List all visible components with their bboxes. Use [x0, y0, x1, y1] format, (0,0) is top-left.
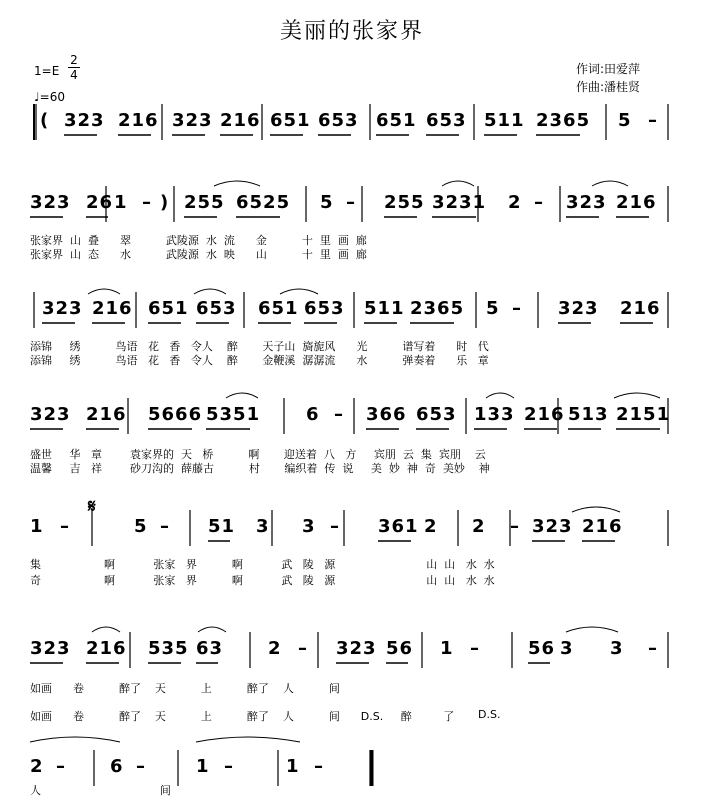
note-group: 2151 — [616, 404, 671, 425]
note-group: 5666 — [148, 404, 203, 425]
key-signature: 1=E — [34, 64, 60, 78]
note-group: 255 — [384, 192, 425, 213]
note-group: 6 — [306, 404, 320, 425]
note-group: – — [510, 516, 520, 537]
note-group: 513 — [568, 404, 609, 425]
note-group: 511 — [484, 110, 525, 131]
note-group: 1 — [440, 638, 454, 659]
note-group: – — [298, 638, 308, 659]
note-group: 323 — [30, 638, 71, 659]
note-group: 5 — [320, 192, 334, 213]
slur-arc — [196, 737, 300, 742]
note-group: 216 — [620, 298, 661, 319]
note-group: 5 — [618, 110, 632, 131]
slur-arc — [614, 393, 660, 398]
slur-arc — [194, 289, 226, 294]
note-group: 2 — [508, 192, 522, 213]
note-group: – — [136, 756, 146, 777]
note-group: – — [60, 516, 70, 537]
slur-arc — [214, 181, 260, 186]
note-group: 133 — [474, 404, 515, 425]
note-group: ( — [40, 110, 50, 131]
note-group: 1 — [30, 516, 44, 537]
note-group: 216 — [524, 404, 565, 425]
slur-arc — [442, 181, 474, 186]
composer-credit: 作曲:潘桂贤 — [576, 80, 641, 94]
slur-arc — [280, 289, 318, 294]
note-group: 6 — [110, 756, 124, 777]
note-group: – — [160, 516, 170, 537]
note-group: 2365 — [410, 298, 465, 319]
note-group: 3231 — [432, 192, 487, 213]
lyric-line: 张家界 山 叠 翠 武陵源 水 流 金 十 里 画 廊 — [30, 234, 367, 247]
segno-icon: 𝄋 — [88, 496, 97, 517]
lyric-line: 添锦 绣 鸟语 花 香 令人 醉 金鞭溪 潺潺流 水 弹奏着 乐 章 — [30, 354, 489, 367]
note-group: – — [142, 192, 152, 213]
note-group: 361 — [378, 516, 419, 537]
note-group: 56 — [386, 638, 414, 659]
lyric-line: 添锦 绣 鸟语 花 香 令人 醉 天子山 旖旎风 光 谱写着 时 代 — [30, 340, 489, 353]
note-group: 2 — [268, 638, 282, 659]
note-group: 216 — [616, 192, 657, 213]
slur-arc — [88, 289, 120, 294]
note-group: 216 — [86, 638, 127, 659]
lyric-line: 盛世 华 章 袁家界的 天 桥 啊 迎送着 八 方 宾朋 云 集 宾朋 云 — [30, 448, 486, 461]
note-group: 651 — [376, 110, 417, 131]
note-group: – — [346, 192, 356, 213]
tempo-marking: ♩=60 — [34, 90, 65, 104]
note-group: 1 — [196, 756, 210, 777]
note-group: 323 — [532, 516, 573, 537]
note-group: 5 — [134, 516, 148, 537]
note-group: 51 — [208, 516, 236, 537]
slur-arc — [92, 627, 120, 632]
note-group: 653 — [416, 404, 457, 425]
note-group: 2 — [472, 516, 486, 537]
lyricist-credit: 作词:田爱萍 — [576, 62, 641, 76]
note-group: 5 — [486, 298, 500, 319]
note-group: – — [224, 756, 234, 777]
note-group: 216 — [92, 298, 133, 319]
lyric-line: 如画 卷 醉了 天 上 醉了 人 间 — [30, 682, 340, 695]
page-title: 美丽的张家界 — [279, 19, 424, 44]
note-group: 2 — [30, 756, 44, 777]
time-signature-top: 2 — [70, 53, 78, 67]
note-group: 653 — [196, 298, 237, 319]
note-group: 653 — [304, 298, 345, 319]
note-group: – — [470, 638, 480, 659]
note-group: 216 — [86, 404, 127, 425]
note-group: 3 — [610, 638, 624, 659]
note-group: 651 — [148, 298, 189, 319]
note-group: 535 — [148, 638, 189, 659]
note-group: – — [56, 756, 66, 777]
slur-arc — [198, 627, 226, 632]
note-group: 651 — [258, 298, 299, 319]
note-group: – — [330, 516, 340, 537]
note-group: 3 — [302, 516, 316, 537]
note-group: 323 — [42, 298, 83, 319]
note-group: 3 — [560, 638, 574, 659]
slur-arc — [566, 627, 618, 632]
lyric-line: 张家界 山 态 水 武陵源 水 映 山 十 里 画 廊 — [30, 248, 367, 261]
note-group: – — [314, 756, 324, 777]
note-group: 26 — [86, 192, 114, 213]
slur-arc — [30, 737, 120, 742]
note-group: 323 — [64, 110, 105, 131]
note-group: 511 — [364, 298, 405, 319]
note-group: 5351 — [206, 404, 261, 425]
note-group: 56 — [528, 638, 556, 659]
note-group: ) — [160, 192, 170, 213]
slur-arc — [486, 393, 514, 398]
note-group: 653 — [318, 110, 359, 131]
note-group: 323 — [30, 404, 71, 425]
note-group: 3 — [256, 516, 270, 537]
slur-arc — [592, 181, 628, 186]
note-group: 63 — [196, 638, 224, 659]
note-group: – — [512, 298, 522, 319]
note-group: – — [334, 404, 344, 425]
time-signature-bottom: 4 — [70, 68, 78, 82]
note-group: 366 — [366, 404, 407, 425]
lyric-line: 人 间 — [30, 784, 171, 797]
lyric-line: 如画 卷 醉了 天 上 醉了 人 间 D.S. 醉 了 — [30, 710, 455, 723]
note-group: 1 — [114, 192, 128, 213]
note-group: 653 — [426, 110, 467, 131]
note-group: 2365 — [536, 110, 591, 131]
note-group: 6525 — [236, 192, 291, 213]
note-group: 216 — [118, 110, 159, 131]
note-group: 323 — [30, 192, 71, 213]
slur-arc — [226, 393, 258, 398]
lyric-line: 集 啊 张家 界 啊 武 陵 源 山 山 水 水 — [30, 558, 495, 571]
note-group: 323 — [172, 110, 213, 131]
slur-arc — [572, 507, 620, 512]
note-group: 216 — [582, 516, 623, 537]
note-group: 216 — [220, 110, 261, 131]
note-group: 2 — [424, 516, 438, 537]
note-group: – — [534, 192, 544, 213]
note-group: – — [648, 110, 658, 131]
note-group: 323 — [558, 298, 599, 319]
ds-mark: D.S. — [478, 708, 501, 721]
note-group: – — [648, 638, 658, 659]
lyric-line: 温馨 吉 祥 砂刀沟的 薛藤古 村 编织着 传 说 美 妙 神 奇 美妙 神 — [30, 462, 490, 475]
note-group: 1 — [286, 756, 300, 777]
lyric-line: 奇 啊 张家 界 啊 武 陵 源 山 山 水 水 — [30, 574, 495, 587]
note-group: 323 — [566, 192, 607, 213]
note-group: 323 — [336, 638, 377, 659]
note-group: 255 — [184, 192, 225, 213]
note-group: 651 — [270, 110, 311, 131]
